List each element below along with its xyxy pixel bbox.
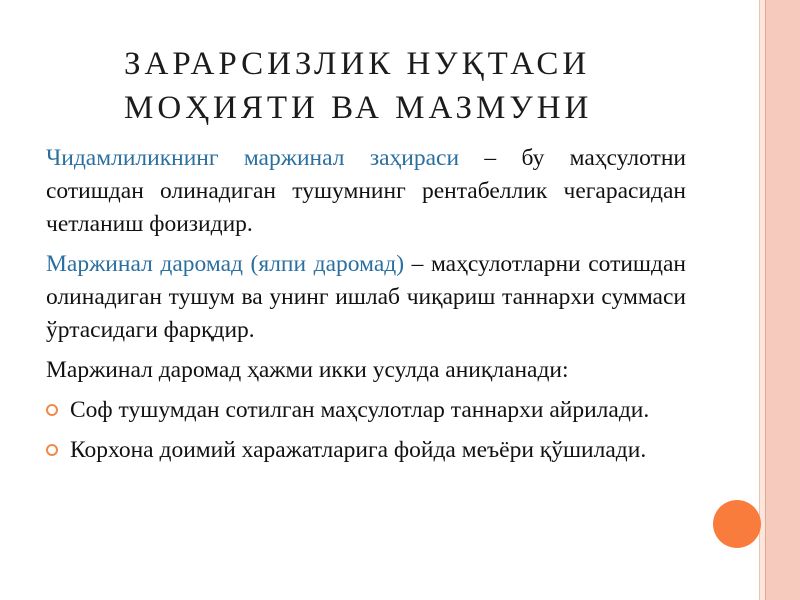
circle-bullet-icon bbox=[46, 444, 58, 456]
paragraph-2-text: – маҳсулотларни сотишдан олинадиган тушум ва унинг ишлаб чиқариш таннархи суммаси ўртасидаги фарқдир. bbox=[46, 251, 686, 343]
orange-circle-decoration bbox=[713, 500, 761, 548]
paragraph-1-text: – бу маҳсулотни сотишдан олинадиган тушумнинг рентабеллик чегарасидан четланиш фоизидир. bbox=[46, 145, 686, 237]
slide-body bbox=[46, 142, 686, 474]
band-divider-line-inner bbox=[759, 0, 760, 600]
right-decorative-band bbox=[766, 0, 800, 600]
term-marginal-income: Маржинал даромад (ялпи даромад) bbox=[46, 251, 405, 277]
paragraph-margin-of-safety bbox=[46, 142, 686, 241]
bullet-item bbox=[46, 434, 686, 467]
slide-title-line-1: ЗАРАРСИЗЛИК НУҚТАСИ bbox=[124, 46, 591, 82]
circle-bullet-icon bbox=[46, 404, 58, 416]
slide-title-line-2: МОҲИЯТИ ВА МАЗМУНИ bbox=[124, 90, 593, 126]
paragraph-methods-intro: Маржинал даромад ҳажми икки усулда аниқланади: bbox=[46, 357, 569, 383]
term-margin-of-safety: Чидамлиликнинг маржинал заҳираси bbox=[46, 145, 460, 171]
bullet-text: Соф тушумдан сотилган маҳсулотлар таннархи айрилади. bbox=[70, 397, 650, 423]
band-divider-line bbox=[765, 0, 766, 600]
slide-title bbox=[124, 42, 592, 130]
bullet-text: Корхона доимий харажатларига фойда меъёри қўшилади. bbox=[70, 437, 647, 463]
paragraph-marginal-income bbox=[46, 248, 686, 347]
bullet-item bbox=[46, 394, 686, 427]
